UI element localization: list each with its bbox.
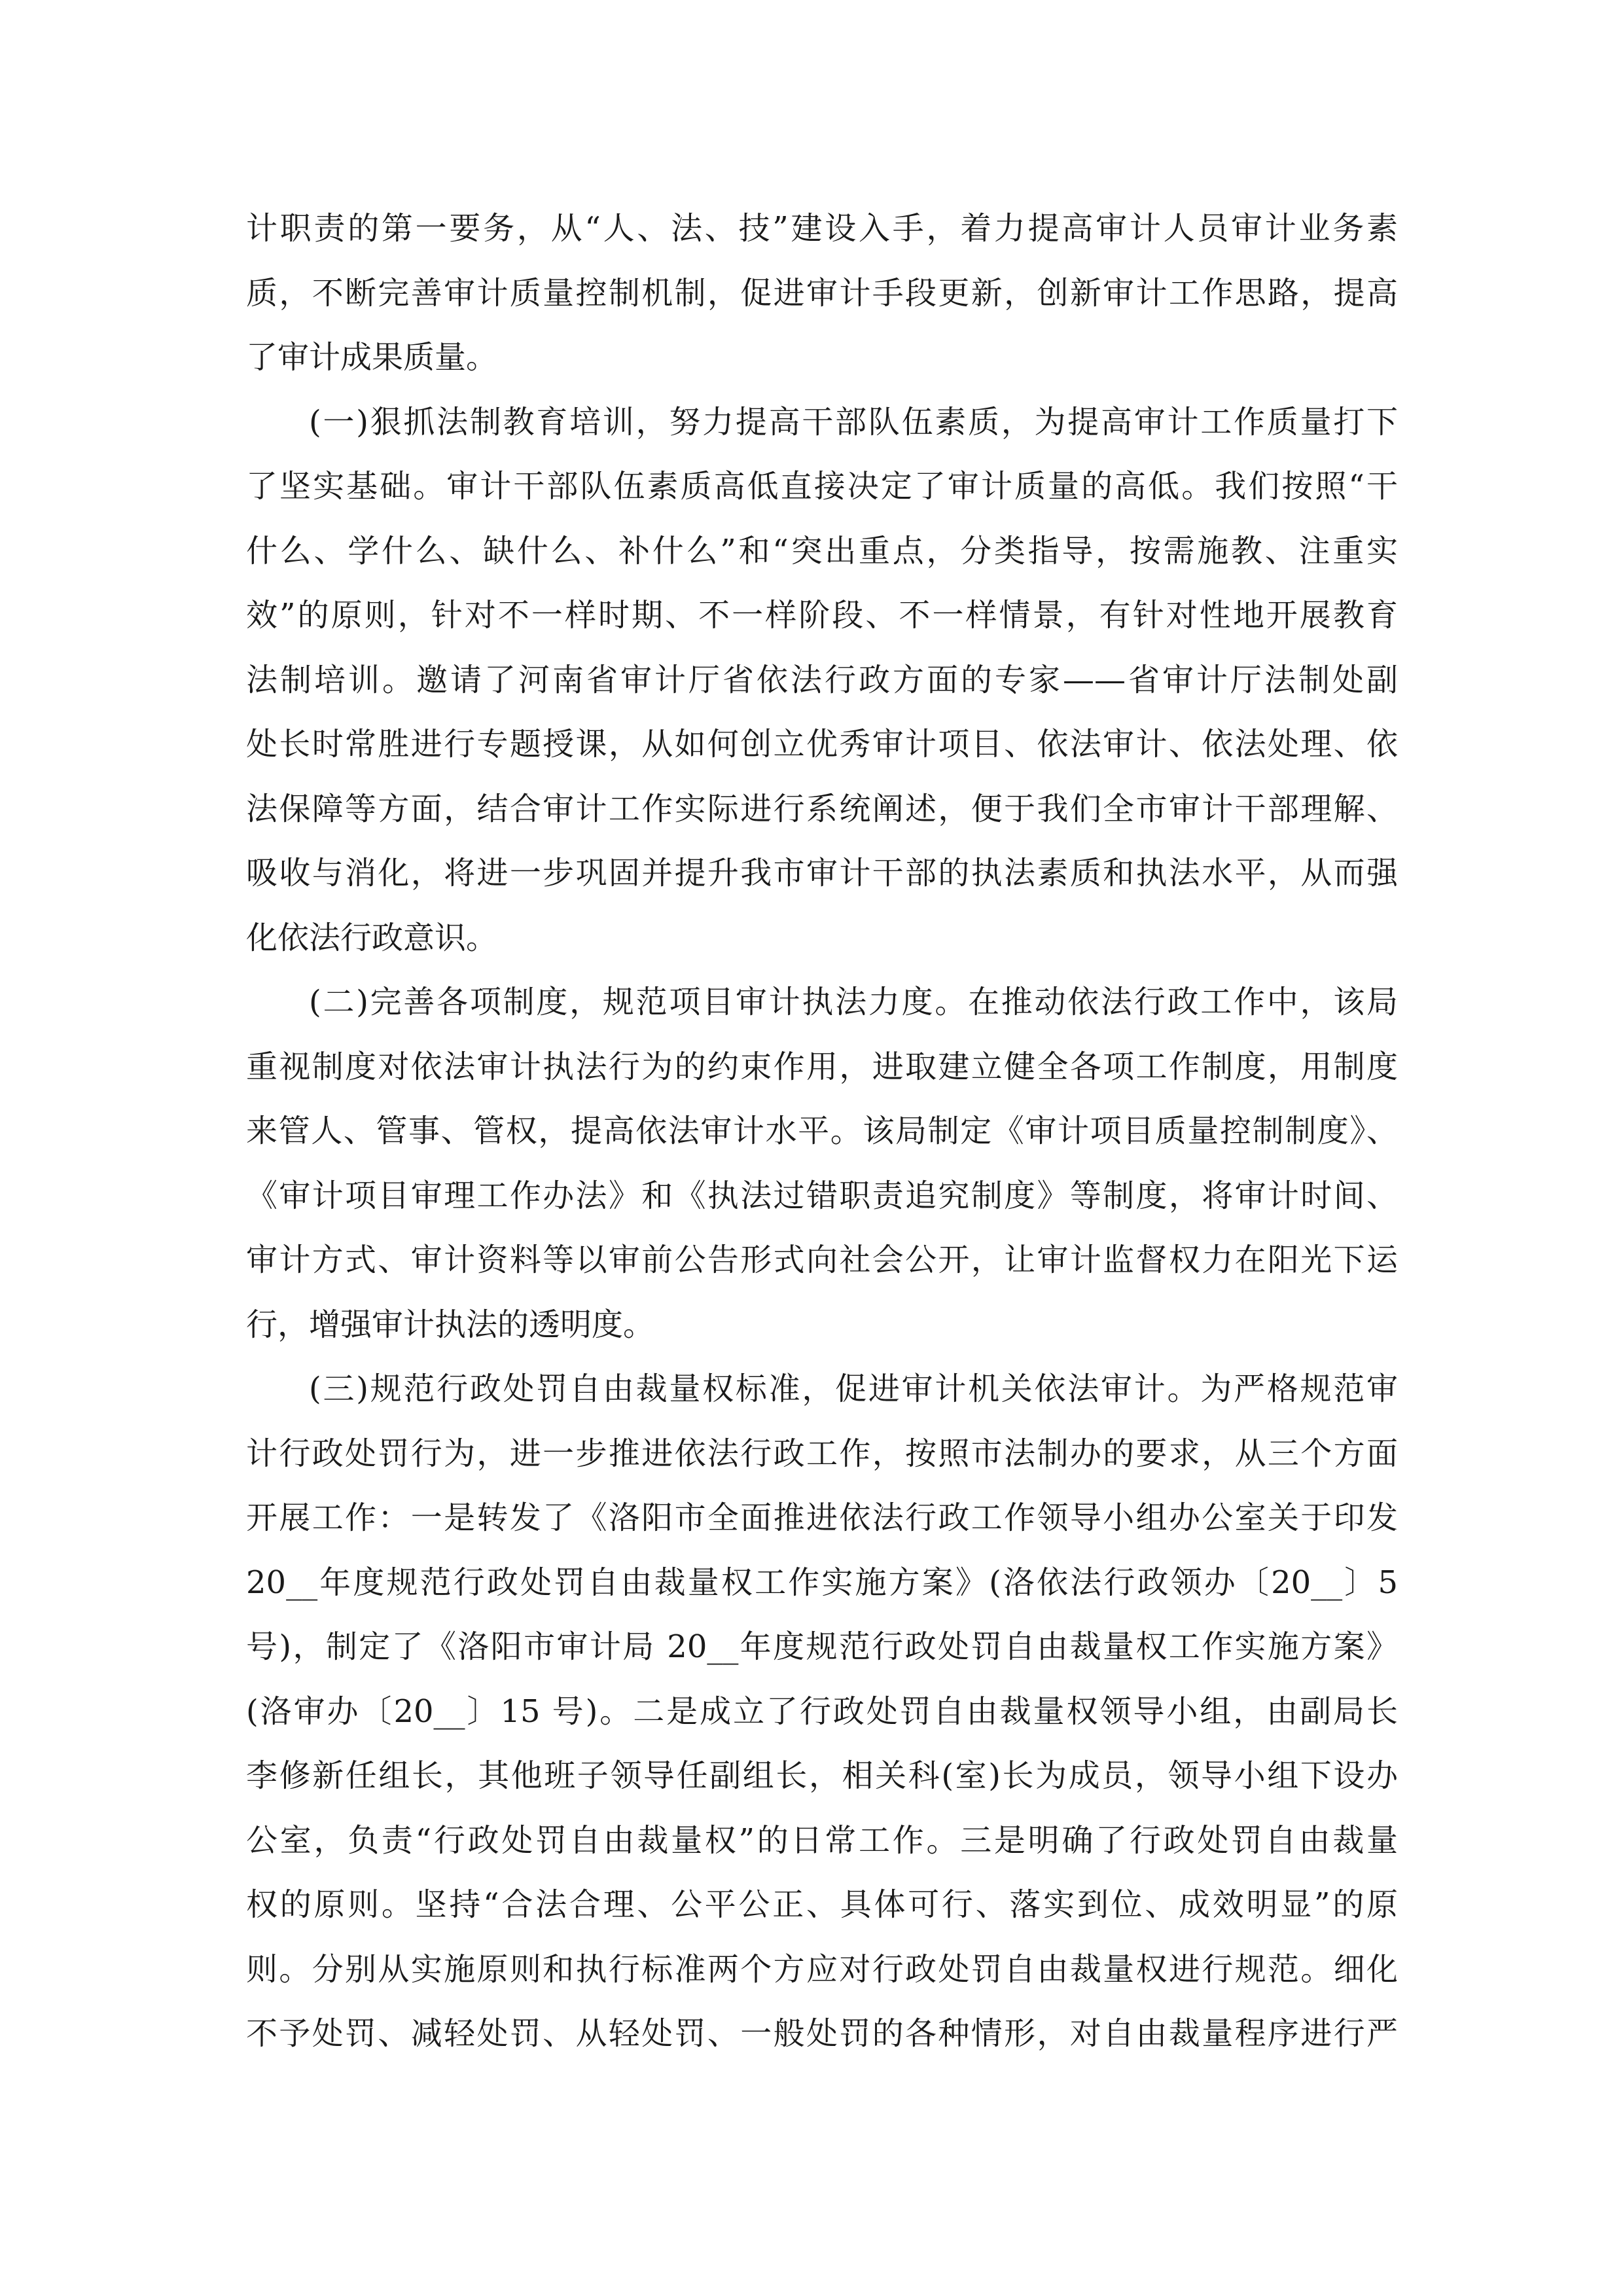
text-line: 重视制度对依法审计执法行为的约束作用，进取建立健全各项工作制度，用制度	[246, 1048, 1398, 1085]
text-line: 开展工作：一是转发了《洛阳市全面推进依法行政工作领导小组办公室关于印发	[246, 1499, 1398, 1536]
text-line: 《审计项目审理工作办法》和《执法过错职责追究制度》等制度，将审计时间、	[246, 1177, 1398, 1214]
document-body	[246, 196, 1398, 2066]
text-line: (二)完善各项制度，规范项目审计执法力度。在推动依法行政工作中，该局	[309, 984, 1398, 1020]
paragraph-section-2	[246, 970, 1398, 1357]
text-line: (洛审办〔20__〕15 号)。二是成立了行政处罚自由裁量权领导小组，由副局长	[246, 1693, 1398, 1730]
text-line: 来管人、管事、管权，提高依法审计水平。该局制定《审计项目质量控制制度》、	[246, 1113, 1398, 1149]
text-line: 计职责的第一要务，从“人、法、技”建设入手，着力提高审计人员审计业务素	[246, 210, 1398, 247]
paragraph-intro-continuation	[246, 196, 1398, 390]
text-line: 行，增强审计执法的透明度。	[246, 1306, 655, 1343]
text-line: 法制培训。邀请了河南省审计厅省依法行政方面的专家——省审计厅法制处副	[246, 661, 1398, 698]
text-line: 不予处罚、减轻处罚、从轻处罚、一般处罚的各种情形，对自由裁量程序进行严	[246, 2015, 1398, 2052]
text-line: (一)狠抓法制教育培训，努力提高干部队伍素质，为提高审计工作质量打下	[309, 403, 1398, 440]
text-line: 化依法行政意识。	[246, 919, 498, 956]
paragraph-section-3	[246, 1357, 1398, 2066]
text-line: 了审计成果质量。	[246, 339, 498, 376]
text-line: 李修新任组长，其他班子领导任副组长，相关科(室)长为成员，领导小组下设办	[246, 1757, 1398, 1794]
text-line: 审计方式、审计资料等以审前公告形式向社会公开，让审计监督权力在阳光下运	[246, 1242, 1398, 1278]
text-line: 什么、学什么、缺什么、补什么”和“突出重点，分类指导，按需施教、注重实	[246, 532, 1398, 569]
text-line: 公室，负责“行政处罚自由裁量权”的日常工作。三是明确了行政处罚自由裁量	[246, 1821, 1398, 1859]
text-line: 处长时常胜进行专题授课，从如何创立优秀审计项目、依法审计、依法处理、依	[246, 726, 1398, 762]
paragraph-section-1	[246, 390, 1398, 971]
text-line: (三)规范行政处罚自由裁量权标准，促进审计机关依法审计。为严格规范审	[309, 1371, 1398, 1407]
text-line: 质，不断完善审计质量控制机制，促进审计手段更新，创新审计工作思路，提高	[246, 274, 1398, 312]
text-line: 权的原则。坚持“合法合理、公平公正、具体可行、落实到位、成效明显”的原	[246, 1886, 1398, 1923]
text-line: 效”的原则，针对不一样时期、不一样阶段、不一样情景，有针对性地开展教育	[246, 597, 1398, 634]
text-line: 了坚实基础。审计干部队伍素质高低直接决定了审计质量的高低。我们按照“干	[246, 468, 1398, 505]
text-line: 计行政处罚行为，进一步推进依法行政工作，按照市法制办的要求，从三个方面	[246, 1435, 1398, 1472]
text-line: 20__年度规范行政处罚自由裁量权工作实施方案》(洛依法行政领办〔20__〕5	[246, 1564, 1398, 1601]
text-line: 法保障等方面，结合审计工作实际进行系统阐述，便于我们全市审计干部理解、	[246, 790, 1398, 827]
text-line: 吸收与消化，将进一步巩固并提升我市审计干部的执法素质和执法水平，从而强	[246, 855, 1398, 891]
text-line: 号)，制定了《洛阳市审计局 20__年度规范行政处罚自由裁量权工作实施方案》	[246, 1628, 1398, 1665]
text-line: 则。分别从实施原则和执行标准两个方应对行政处罚自由裁量权进行规范。细化	[246, 1950, 1398, 1988]
